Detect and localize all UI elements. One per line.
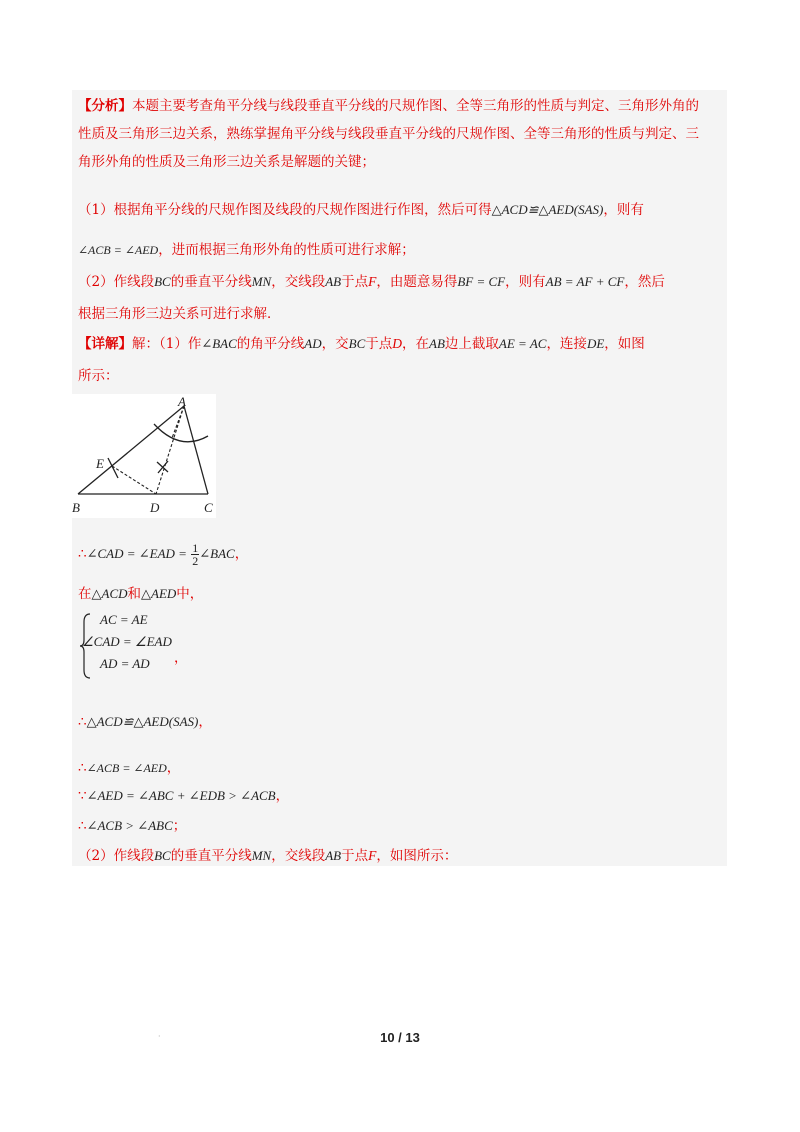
proof-step-3: ∴△ACD≌△AED(SAS)， bbox=[78, 714, 212, 730]
equation-system: AC = AE ∠CAD = ∠EAD AD = AD bbox=[78, 612, 188, 680]
triangle-figure bbox=[72, 394, 216, 518]
scan-dot: · bbox=[158, 1032, 161, 1041]
proof-step-7: （2）作线段BC的垂直平分线MN，交线段AB于点F，如图所示： bbox=[78, 848, 458, 864]
detail-line-1: 【详解】解：（1）作∠BAC的角平分线AD，交BC于点D，在AB边上截取AE = AC，连接DE，如图 bbox=[78, 336, 645, 352]
proof-step-1: ∴∠CAD = ∠EAD = $\frac{1}{2}$ ∠BAC， bbox=[78, 541, 249, 568]
detail-line-2: 所示： bbox=[78, 368, 119, 384]
analysis-point-1: （1）根据角平分线的尺规作图及线段的尺规作图进行作图，然后可得△ACD≌△AED(SAS)，则有 bbox=[78, 202, 644, 218]
analysis-point-2-cont: 根据三角形三边关系可进行求解． bbox=[78, 306, 281, 322]
arc-ae-ac bbox=[154, 424, 208, 442]
detail-tag: 【详解】 bbox=[78, 336, 132, 352]
proof-step-6: ∴∠ACB > ∠ABC； bbox=[78, 818, 187, 834]
side-ac bbox=[184, 406, 208, 494]
label-a: A bbox=[178, 394, 186, 409]
analysis-line-2: 性质及三角形三边关系，熟练掌握角平分线与线段垂直平分线的尺规作图、全等三角形的性质与判定、三 bbox=[78, 126, 699, 142]
analysis-line-1: 【分析】本题主要考查角平分线与线段垂直平分线的尺规作图、全等三角形的性质与判定、三角形外角的 bbox=[78, 98, 699, 114]
label-d: D bbox=[150, 500, 160, 515]
label-b: B bbox=[72, 500, 80, 515]
analysis-point-2: （2）作线段BC的垂直平分线MN，交线段AB于点F，由题意易得BF = CF，则有AB = AF + CF，然后 bbox=[78, 274, 665, 290]
segment-ad bbox=[156, 406, 184, 494]
congruence-formula: △ACD≌△AED(SAS) bbox=[491, 202, 604, 217]
analysis-line-3: 角形外角的性质及三角形三边关系是解题的关键； bbox=[78, 154, 375, 170]
analysis-tag: 【分析】 bbox=[78, 98, 132, 114]
proof-step-2: 在△ACD和△AED中， bbox=[78, 586, 204, 602]
analysis-point-1-cont: ∠ACB = ∠AED，进而根据三角形外角的性质可进行求解； bbox=[78, 242, 415, 258]
system-end-punct: ， bbox=[174, 650, 188, 666]
segment-de bbox=[112, 466, 156, 494]
fraction-one-half: $\frac{1}{2}$ bbox=[192, 541, 199, 568]
label-c: C bbox=[204, 500, 213, 515]
label-e: E bbox=[96, 456, 104, 471]
page-number: 10 / 13 bbox=[380, 1030, 420, 1045]
side-ab bbox=[78, 406, 184, 494]
proof-step-5: ∵∠AED = ∠ABC + ∠EDB > ∠ACB， bbox=[78, 788, 290, 804]
triangle-construction-diagram bbox=[72, 394, 216, 518]
proof-step-4: ∴∠ACB = ∠AED， bbox=[78, 760, 181, 776]
